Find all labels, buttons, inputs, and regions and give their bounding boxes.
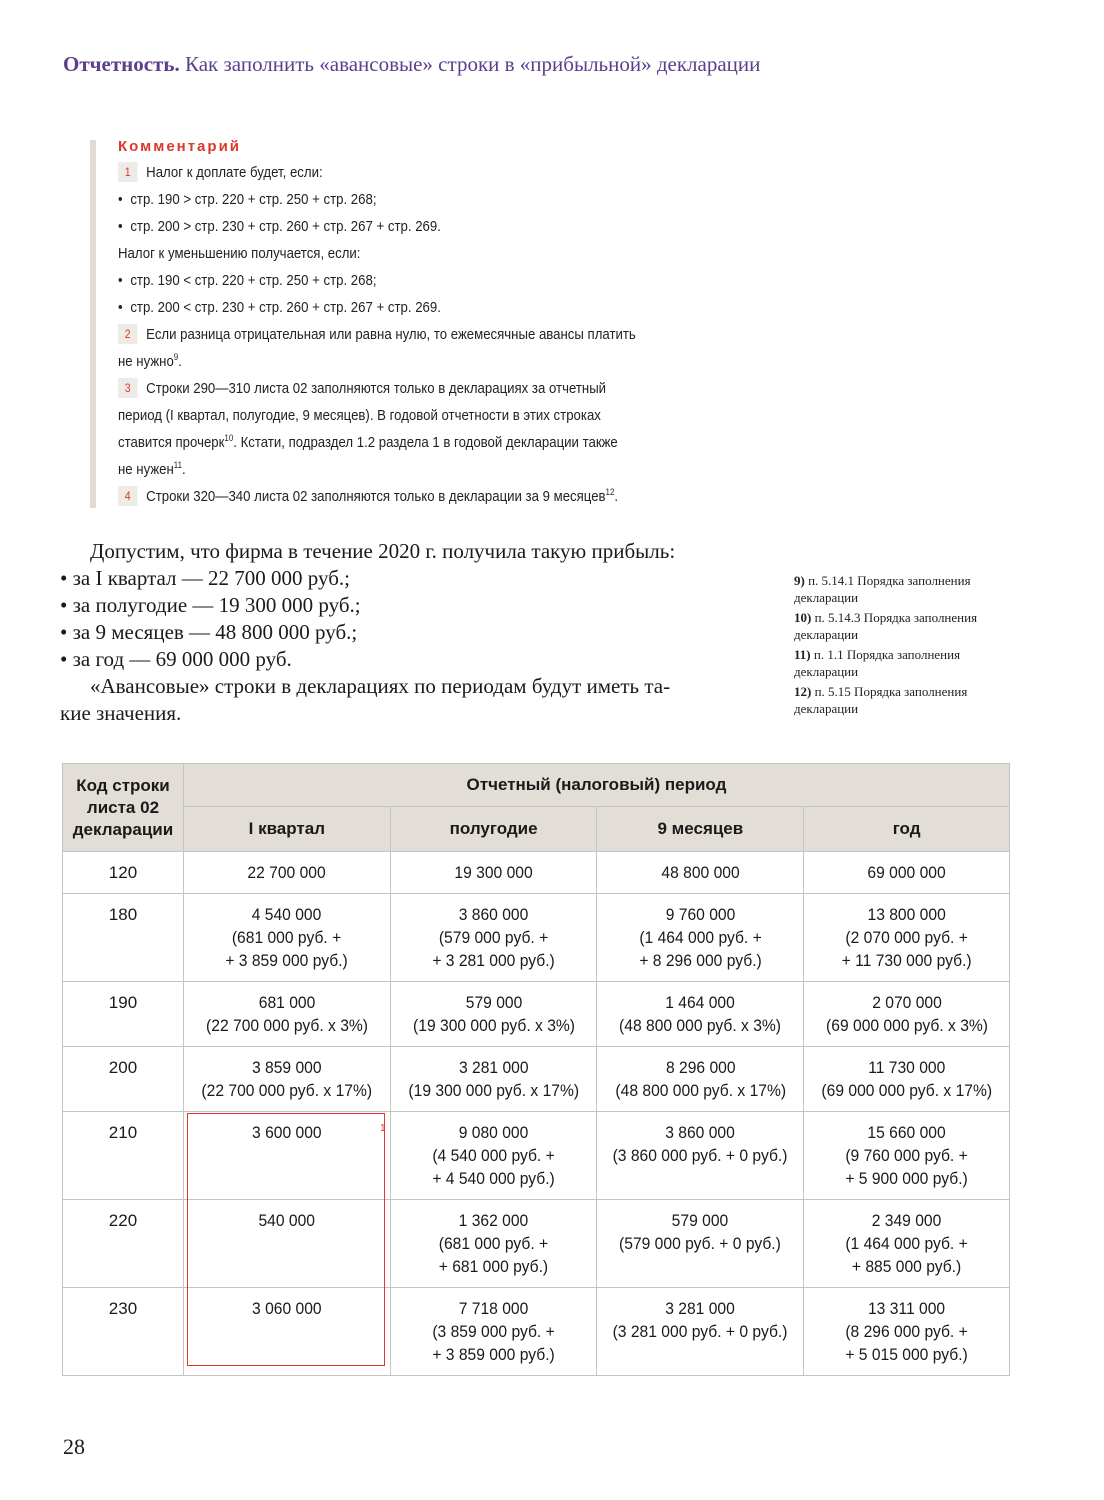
line-code-cell: 190 bbox=[63, 982, 184, 1047]
comment-text: стр. 190 > стр. 220 + стр. 250 + стр. 268; bbox=[130, 191, 377, 208]
cell-formula: (19 300 000 руб. x 3%) bbox=[412, 1016, 575, 1035]
value-cell bbox=[183, 1288, 390, 1376]
cell-value: 2 349 000 bbox=[871, 1211, 942, 1230]
value-cell bbox=[183, 982, 390, 1047]
value-cell bbox=[183, 894, 390, 982]
cell-value: 579 000 bbox=[672, 1211, 729, 1230]
comment-text: стр. 190 < стр. 220 + стр. 250 + стр. 268; bbox=[130, 272, 377, 289]
value-cell bbox=[183, 1047, 390, 1112]
footnote-text: п. 5.14.1 Порядка заполнения декларации bbox=[794, 573, 971, 605]
footnote-number: 10) bbox=[794, 610, 812, 625]
value-cell-content bbox=[661, 861, 739, 884]
value-cell-content bbox=[845, 1121, 967, 1190]
table-body bbox=[63, 852, 1010, 1376]
cell-value: 11 730 000 bbox=[868, 1058, 946, 1077]
comment-line bbox=[118, 375, 734, 402]
comment-number-badge: 1 bbox=[118, 162, 137, 182]
body-text bbox=[60, 538, 750, 727]
bullet-icon: • bbox=[118, 218, 123, 235]
period-header-9m: 9 месяцев bbox=[597, 807, 804, 852]
cell-value: 48 800 000 bbox=[661, 863, 740, 882]
footnote-text: п. 1.1 Порядка заполнения декларации bbox=[794, 647, 961, 679]
table-row bbox=[63, 852, 1010, 894]
value-cell bbox=[804, 1288, 1010, 1376]
cell-value: 69 000 000 bbox=[867, 863, 946, 882]
value-cell bbox=[597, 894, 804, 982]
footnote-number: 12) bbox=[794, 684, 812, 699]
comment-line bbox=[118, 321, 734, 348]
cell-formula: + 5 015 000 руб.) bbox=[845, 1345, 968, 1364]
comment-text-tail: . bbox=[182, 461, 186, 478]
comment-text: Строки 320—340 листа 02 заполняются только в декларации за 9 месяцев bbox=[146, 488, 606, 505]
footnote-12 bbox=[794, 683, 1024, 717]
value-cell-content bbox=[439, 1209, 548, 1278]
cell-formula: (22 700 000 руб. x 3%) bbox=[205, 1016, 368, 1035]
cell-value: 540 000 bbox=[258, 1211, 316, 1230]
comment-line bbox=[118, 456, 734, 483]
value-cell-content bbox=[248, 861, 326, 884]
cell-formula: (3 859 000 руб. + bbox=[432, 1322, 555, 1341]
body-outro-1: «Авансовые» строки в декларациях по периодам будут иметь та- bbox=[90, 674, 671, 698]
running-header bbox=[63, 52, 760, 77]
cell-value: 3 060 000 bbox=[252, 1299, 322, 1318]
value-cell bbox=[390, 1047, 597, 1112]
comment-text: не нужен bbox=[118, 461, 174, 478]
footnote-number: 11) bbox=[794, 647, 811, 662]
highlight-marker: 1 bbox=[380, 1123, 386, 1134]
comment-line bbox=[118, 213, 734, 240]
value-cell-content bbox=[206, 991, 368, 1037]
value-cell bbox=[597, 1200, 804, 1288]
comment-box bbox=[90, 140, 770, 508]
value-cell-content bbox=[259, 1209, 316, 1232]
header-line: листа 02 bbox=[86, 797, 160, 817]
line-code-cell: 200 bbox=[63, 1047, 184, 1112]
value-cell bbox=[804, 1112, 1010, 1200]
cell-formula: (3 281 000 руб. + 0 руб.) bbox=[612, 1322, 788, 1341]
comment-line bbox=[118, 402, 734, 429]
cell-value: 13 311 000 bbox=[868, 1299, 946, 1318]
cell-formula: (579 000 руб. + bbox=[438, 928, 549, 947]
line-code-cell: 120 bbox=[63, 852, 184, 894]
page-number: 28 bbox=[63, 1434, 85, 1459]
footnote-10 bbox=[794, 609, 1024, 643]
body-bullet: • за I квартал — 22 700 000 руб.; bbox=[60, 566, 350, 590]
col-code-header bbox=[63, 764, 184, 852]
value-cell-content bbox=[826, 991, 988, 1037]
comment-text: Налог к уменьшению получается, если: bbox=[118, 245, 361, 262]
comment-number-badge: 4 bbox=[118, 486, 137, 506]
value-cell-content bbox=[821, 1056, 992, 1102]
cell-formula: (1 464 000 руб. + bbox=[639, 928, 762, 947]
cell-value: 2 070 000 bbox=[871, 993, 942, 1012]
comment-text: Если разница отрицательная или равна нулю, то ежемесячные авансы платить bbox=[146, 326, 636, 343]
value-cell-content bbox=[226, 903, 348, 972]
cell-formula: (8 296 000 руб. + bbox=[845, 1322, 968, 1341]
cell-value: 3 281 000 bbox=[665, 1299, 736, 1318]
cell-value: 15 660 000 bbox=[867, 1123, 946, 1142]
cell-value: 7 718 000 bbox=[458, 1299, 529, 1318]
value-cell-content bbox=[408, 1056, 579, 1102]
comment-text-tail: . Кстати, подраздел 1.2 раздела 1 в годовой декларации также bbox=[233, 434, 618, 451]
cell-formula: (19 300 000 руб. x 17%) bbox=[408, 1081, 579, 1100]
cell-value: 9 760 000 bbox=[665, 905, 736, 924]
cell-formula: (681 000 руб. + bbox=[232, 928, 342, 947]
cell-formula: (48 800 000 руб. x 3%) bbox=[619, 1016, 782, 1035]
comment-text: не нужно bbox=[118, 353, 174, 370]
comment-number-badge: 2 bbox=[118, 324, 137, 344]
cell-value: 4 540 000 bbox=[252, 905, 322, 924]
header-section: Отчетность. bbox=[63, 52, 180, 76]
footnote-text: п. 5.15 Порядка заполнения декларации bbox=[794, 684, 968, 716]
value-cell-content bbox=[845, 1297, 967, 1366]
value-cell-content bbox=[845, 1209, 967, 1278]
value-cell bbox=[390, 894, 597, 982]
cell-formula: + 3 281 000 руб.) bbox=[432, 951, 555, 970]
value-cell bbox=[390, 1288, 597, 1376]
cell-formula: + 885 000 руб.) bbox=[851, 1257, 962, 1276]
comment-title: Комментарий bbox=[118, 138, 242, 155]
header-line: декларации bbox=[72, 819, 174, 839]
table-row bbox=[63, 1200, 1010, 1288]
body-outro-2: кие значения. bbox=[60, 701, 182, 725]
value-cell-content bbox=[454, 861, 532, 884]
table-row bbox=[63, 1288, 1010, 1376]
value-cell-content bbox=[432, 1121, 554, 1190]
advance-lines-table bbox=[62, 763, 1010, 1376]
value-cell-content bbox=[615, 1056, 786, 1102]
cell-formula: + 3 859 000 руб.) bbox=[432, 1345, 555, 1364]
cell-value: 9 080 000 bbox=[458, 1123, 529, 1142]
cell-value: 681 000 bbox=[258, 993, 316, 1012]
comment-text: ставится прочерк bbox=[118, 434, 225, 451]
value-cell bbox=[183, 1200, 390, 1288]
table-row bbox=[63, 1047, 1010, 1112]
cell-formula: + 5 900 000 руб.) bbox=[845, 1169, 968, 1188]
comment-text: период (I квартал, полугодие, 9 месяцев). В годовой отчетности в этих строках bbox=[118, 407, 601, 424]
line-code-cell: 230 bbox=[63, 1288, 184, 1376]
value-cell bbox=[597, 1047, 804, 1112]
cell-formula: (579 000 руб. + 0 руб.) bbox=[619, 1234, 782, 1253]
value-cell-content bbox=[619, 1209, 781, 1255]
comment-line bbox=[118, 294, 734, 321]
value-cell-content bbox=[619, 991, 781, 1037]
footnote-ref: 10 bbox=[224, 433, 234, 443]
cell-formula: (681 000 руб. + bbox=[438, 1234, 549, 1253]
cell-formula: (3 860 000 руб. + 0 руб.) bbox=[612, 1146, 788, 1165]
value-cell bbox=[804, 894, 1010, 982]
value-cell bbox=[597, 852, 804, 894]
cell-value: 1 464 000 bbox=[665, 993, 736, 1012]
cell-formula: (1 464 000 руб. + bbox=[845, 1234, 968, 1253]
comment-line bbox=[118, 429, 734, 456]
cell-value: 22 700 000 bbox=[247, 863, 326, 882]
cell-formula: (4 540 000 руб. + bbox=[432, 1146, 555, 1165]
cell-formula: (2 070 000 руб. + bbox=[845, 928, 968, 947]
cell-value: 3 600 000 bbox=[252, 1123, 322, 1142]
period-header-q1: I квартал bbox=[183, 807, 390, 852]
cell-formula: + 3 859 000 руб.) bbox=[225, 951, 349, 970]
line-code-cell: 210 bbox=[63, 1112, 184, 1200]
value-cell bbox=[804, 982, 1010, 1047]
value-cell-content bbox=[252, 1121, 322, 1144]
cell-value: 1 362 000 bbox=[458, 1211, 529, 1230]
value-cell-content bbox=[613, 1121, 788, 1167]
footnotes bbox=[794, 572, 1024, 720]
cell-formula: (69 000 000 руб. x 3%) bbox=[825, 1016, 988, 1035]
value-cell-content bbox=[201, 1056, 372, 1102]
comment-lines bbox=[118, 159, 770, 510]
value-cell-content bbox=[867, 861, 945, 884]
comment-line bbox=[118, 267, 734, 294]
body-bullet: • за год — 69 000 000 руб. bbox=[60, 647, 292, 671]
comment-text: Строки 290—310 листа 02 заполняются только в декларациях за отчетный bbox=[146, 380, 607, 397]
cell-value: 3 281 000 bbox=[458, 1058, 529, 1077]
value-cell-content bbox=[432, 1297, 554, 1366]
body-intro: Допустим, что фирма в течение 2020 г. получила такую прибыль: bbox=[90, 539, 676, 563]
table-row bbox=[63, 1112, 1010, 1200]
body-bullet: • за полугодие — 19 300 000 руб.; bbox=[60, 593, 361, 617]
value-cell bbox=[390, 1112, 597, 1200]
value-cell bbox=[390, 1200, 597, 1288]
value-cell bbox=[804, 1200, 1010, 1288]
value-cell-content bbox=[413, 991, 575, 1037]
comment-line bbox=[118, 186, 734, 213]
cell-value: 3 860 000 bbox=[665, 1123, 736, 1142]
value-cell bbox=[183, 1112, 390, 1200]
bullet-icon: • bbox=[118, 299, 123, 316]
bullet-icon: • bbox=[118, 191, 123, 208]
value-cell bbox=[597, 982, 804, 1047]
cell-formula: (22 700 000 руб. x 17%) bbox=[201, 1081, 373, 1100]
value-cell bbox=[183, 852, 390, 894]
comment-line bbox=[118, 483, 734, 510]
period-header-year: год bbox=[804, 807, 1010, 852]
cell-value: 8 296 000 bbox=[665, 1058, 736, 1077]
cell-formula: + 11 730 000 руб.) bbox=[841, 951, 972, 970]
footnote-ref: 11 bbox=[173, 460, 183, 470]
comment-text-tail: . bbox=[178, 353, 182, 370]
value-cell-content bbox=[613, 1297, 788, 1343]
comment-text-tail: . bbox=[614, 488, 619, 505]
value-cell-content bbox=[252, 1297, 322, 1320]
value-cell bbox=[597, 1288, 804, 1376]
comment-text: стр. 200 < стр. 230 + стр. 260 + стр. 267 + стр. 269. bbox=[130, 299, 441, 316]
period-header-half: полугодие bbox=[390, 807, 597, 852]
value-cell-content bbox=[842, 903, 972, 972]
period-group-header: Отчетный (налоговый) период bbox=[183, 764, 1009, 807]
footnote-number: 9) bbox=[794, 573, 805, 588]
header-line: Код строки bbox=[76, 775, 170, 795]
comment-text: Налог к доплате будет, если: bbox=[146, 164, 323, 181]
value-cell bbox=[804, 852, 1010, 894]
bullet-icon: • bbox=[118, 272, 123, 289]
value-cell bbox=[390, 982, 597, 1047]
table-row bbox=[63, 982, 1010, 1047]
value-cell bbox=[597, 1112, 804, 1200]
comment-number-badge: 3 bbox=[118, 378, 137, 398]
cell-formula: + 8 296 000 руб.) bbox=[639, 951, 762, 970]
footnote-11 bbox=[794, 646, 1024, 680]
footnote-ref: 9 bbox=[173, 352, 179, 362]
comment-line bbox=[118, 348, 734, 375]
cell-formula: + 4 540 000 руб.) bbox=[432, 1169, 555, 1188]
cell-value: 19 300 000 bbox=[454, 863, 533, 882]
value-cell bbox=[804, 1047, 1010, 1112]
comment-line bbox=[118, 240, 734, 267]
cell-formula: (69 000 000 руб. x 17%) bbox=[821, 1081, 992, 1100]
footnote-9 bbox=[794, 572, 1024, 606]
cell-value: 13 800 000 bbox=[867, 905, 946, 924]
comment-line bbox=[118, 159, 734, 186]
cell-formula: (9 760 000 руб. + bbox=[845, 1146, 968, 1165]
line-code-cell: 220 bbox=[63, 1200, 184, 1288]
cell-value: 3 860 000 bbox=[458, 905, 529, 924]
comment-text: стр. 200 > стр. 230 + стр. 260 + стр. 267 + стр. 269. bbox=[130, 218, 441, 235]
header-title: Как заполнить «авансовые» строки в «прибыльной» декларации bbox=[184, 52, 761, 76]
line-code-cell: 180 bbox=[63, 894, 184, 982]
cell-formula: + 681 000 руб.) bbox=[438, 1257, 549, 1276]
table-row bbox=[63, 894, 1010, 982]
value-cell-content bbox=[639, 903, 761, 972]
cell-value: 579 000 bbox=[465, 993, 522, 1012]
footnote-ref: 12 bbox=[605, 487, 615, 497]
cell-formula: (48 800 000 руб. x 17%) bbox=[615, 1081, 786, 1100]
cell-value: 3 859 000 bbox=[252, 1058, 322, 1077]
footnote-text: п. 5.14.3 Порядка заполнения декларации bbox=[794, 610, 978, 642]
value-cell bbox=[390, 852, 597, 894]
value-cell-content bbox=[432, 903, 554, 972]
body-bullet: • за 9 месяцев — 48 800 000 руб.; bbox=[60, 620, 358, 644]
